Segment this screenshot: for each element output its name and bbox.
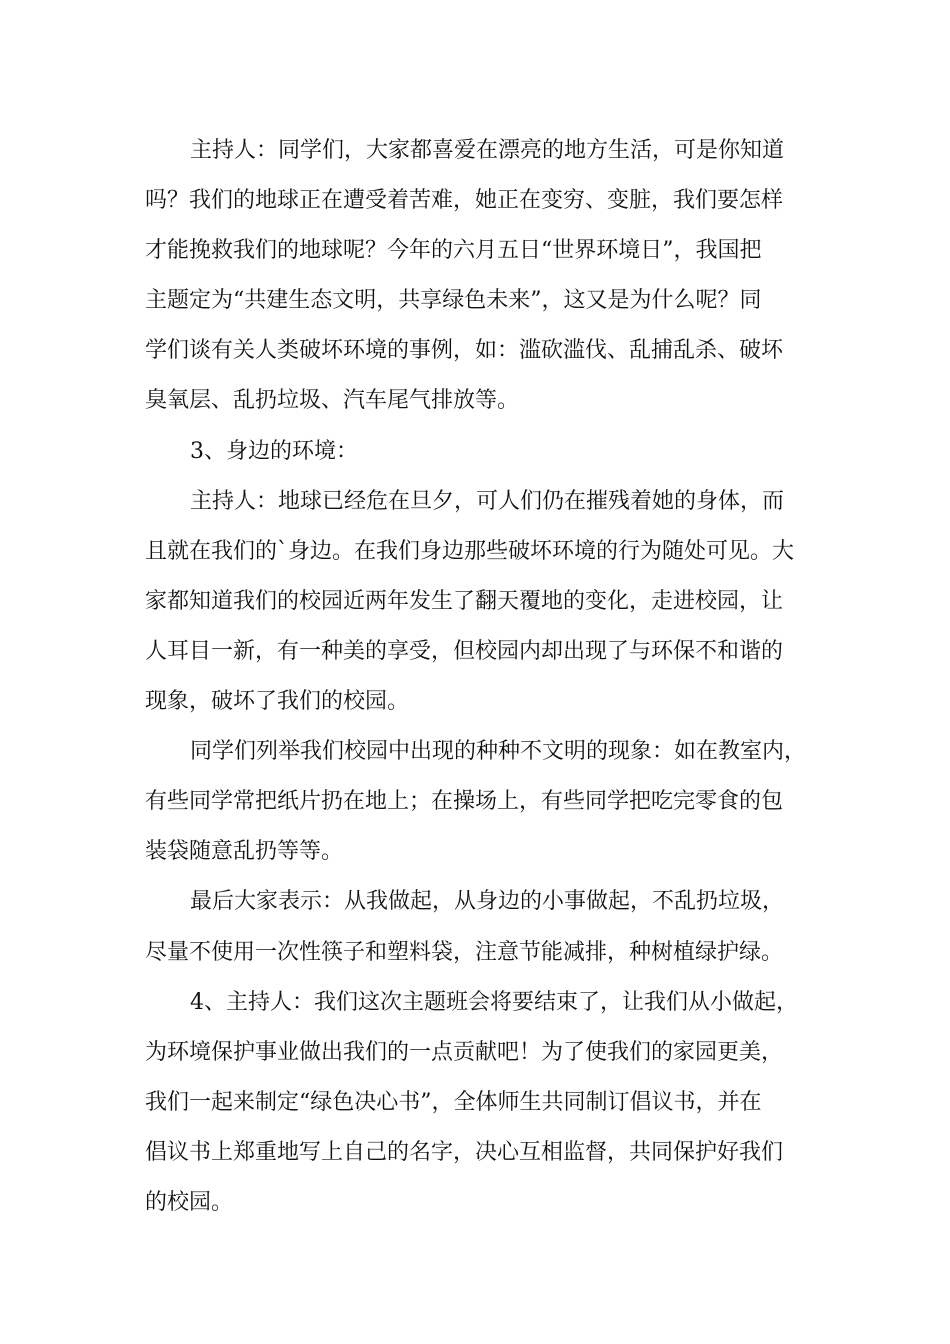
paragraph-conclusion: 最后大家表示：从我做起，从身边的小事做起，不乱扔垃圾， 尽量不使用一次性筷子和塑料袋，注意节能减排，种树植绿护绿。 [145,889,785,965]
paragraph-host-closing: 4、主持人：我们这次主题班会将要结束了，让我们从小做起， 为环境保护事业做出我们的一点贡献吧！为了使我们的家园更美， 我们一起来制定“绿色决心书”，全体师生共同制订倡议书，并在 倡议书上郑重地写上自己的名字，决心互相监督，共同保护好我们 的校园。 [145,989,798,1215]
section-heading-surroundings: 3、身边的环境： [190,438,358,464]
document-body [145,126,835,1228]
paragraph-host-surroundings: 主持人：地球已经危在旦夕，可人们仍在摧残着她的身体，而 且就在我们的`身边。在我们身边那些破坏环境的行为随处可见。大 家都知道我们的校园近两年发生了翻天覆地的变化，走进校园，让 人耳目一新，有一种美的享受，但校园内却出现了与环保不和谐的 现象，破坏了我们的校园。 [145,488,795,715]
paragraph-students-examples: 同学们列举我们校园中出现的种种不文明的现象：如在教室内， 有些同学常把纸片扔在地上；在操场上，有些同学把吃完零食的包 装袋随意乱扔等等。 [145,739,807,865]
paragraph-host-intro: 主持人：同学们，大家都喜爱在漂亮的地方生活，可是你知道 吗？我们的地球正在遭受着苦难，她正在变穷、变脏，我们要怎样 才能挽救我们的地球呢？今年的六月五日“世界环境日”，我国把 主题定为“共建生态文明，共享绿色未来”，这又是为什么呢？同 学们谈有关人类破坏环境的事例，如：滥砍滥伐、乱捕乱杀、破坏 臭氧层、乱扔垃圾、汽车尾气排放等。 [145,138,785,414]
